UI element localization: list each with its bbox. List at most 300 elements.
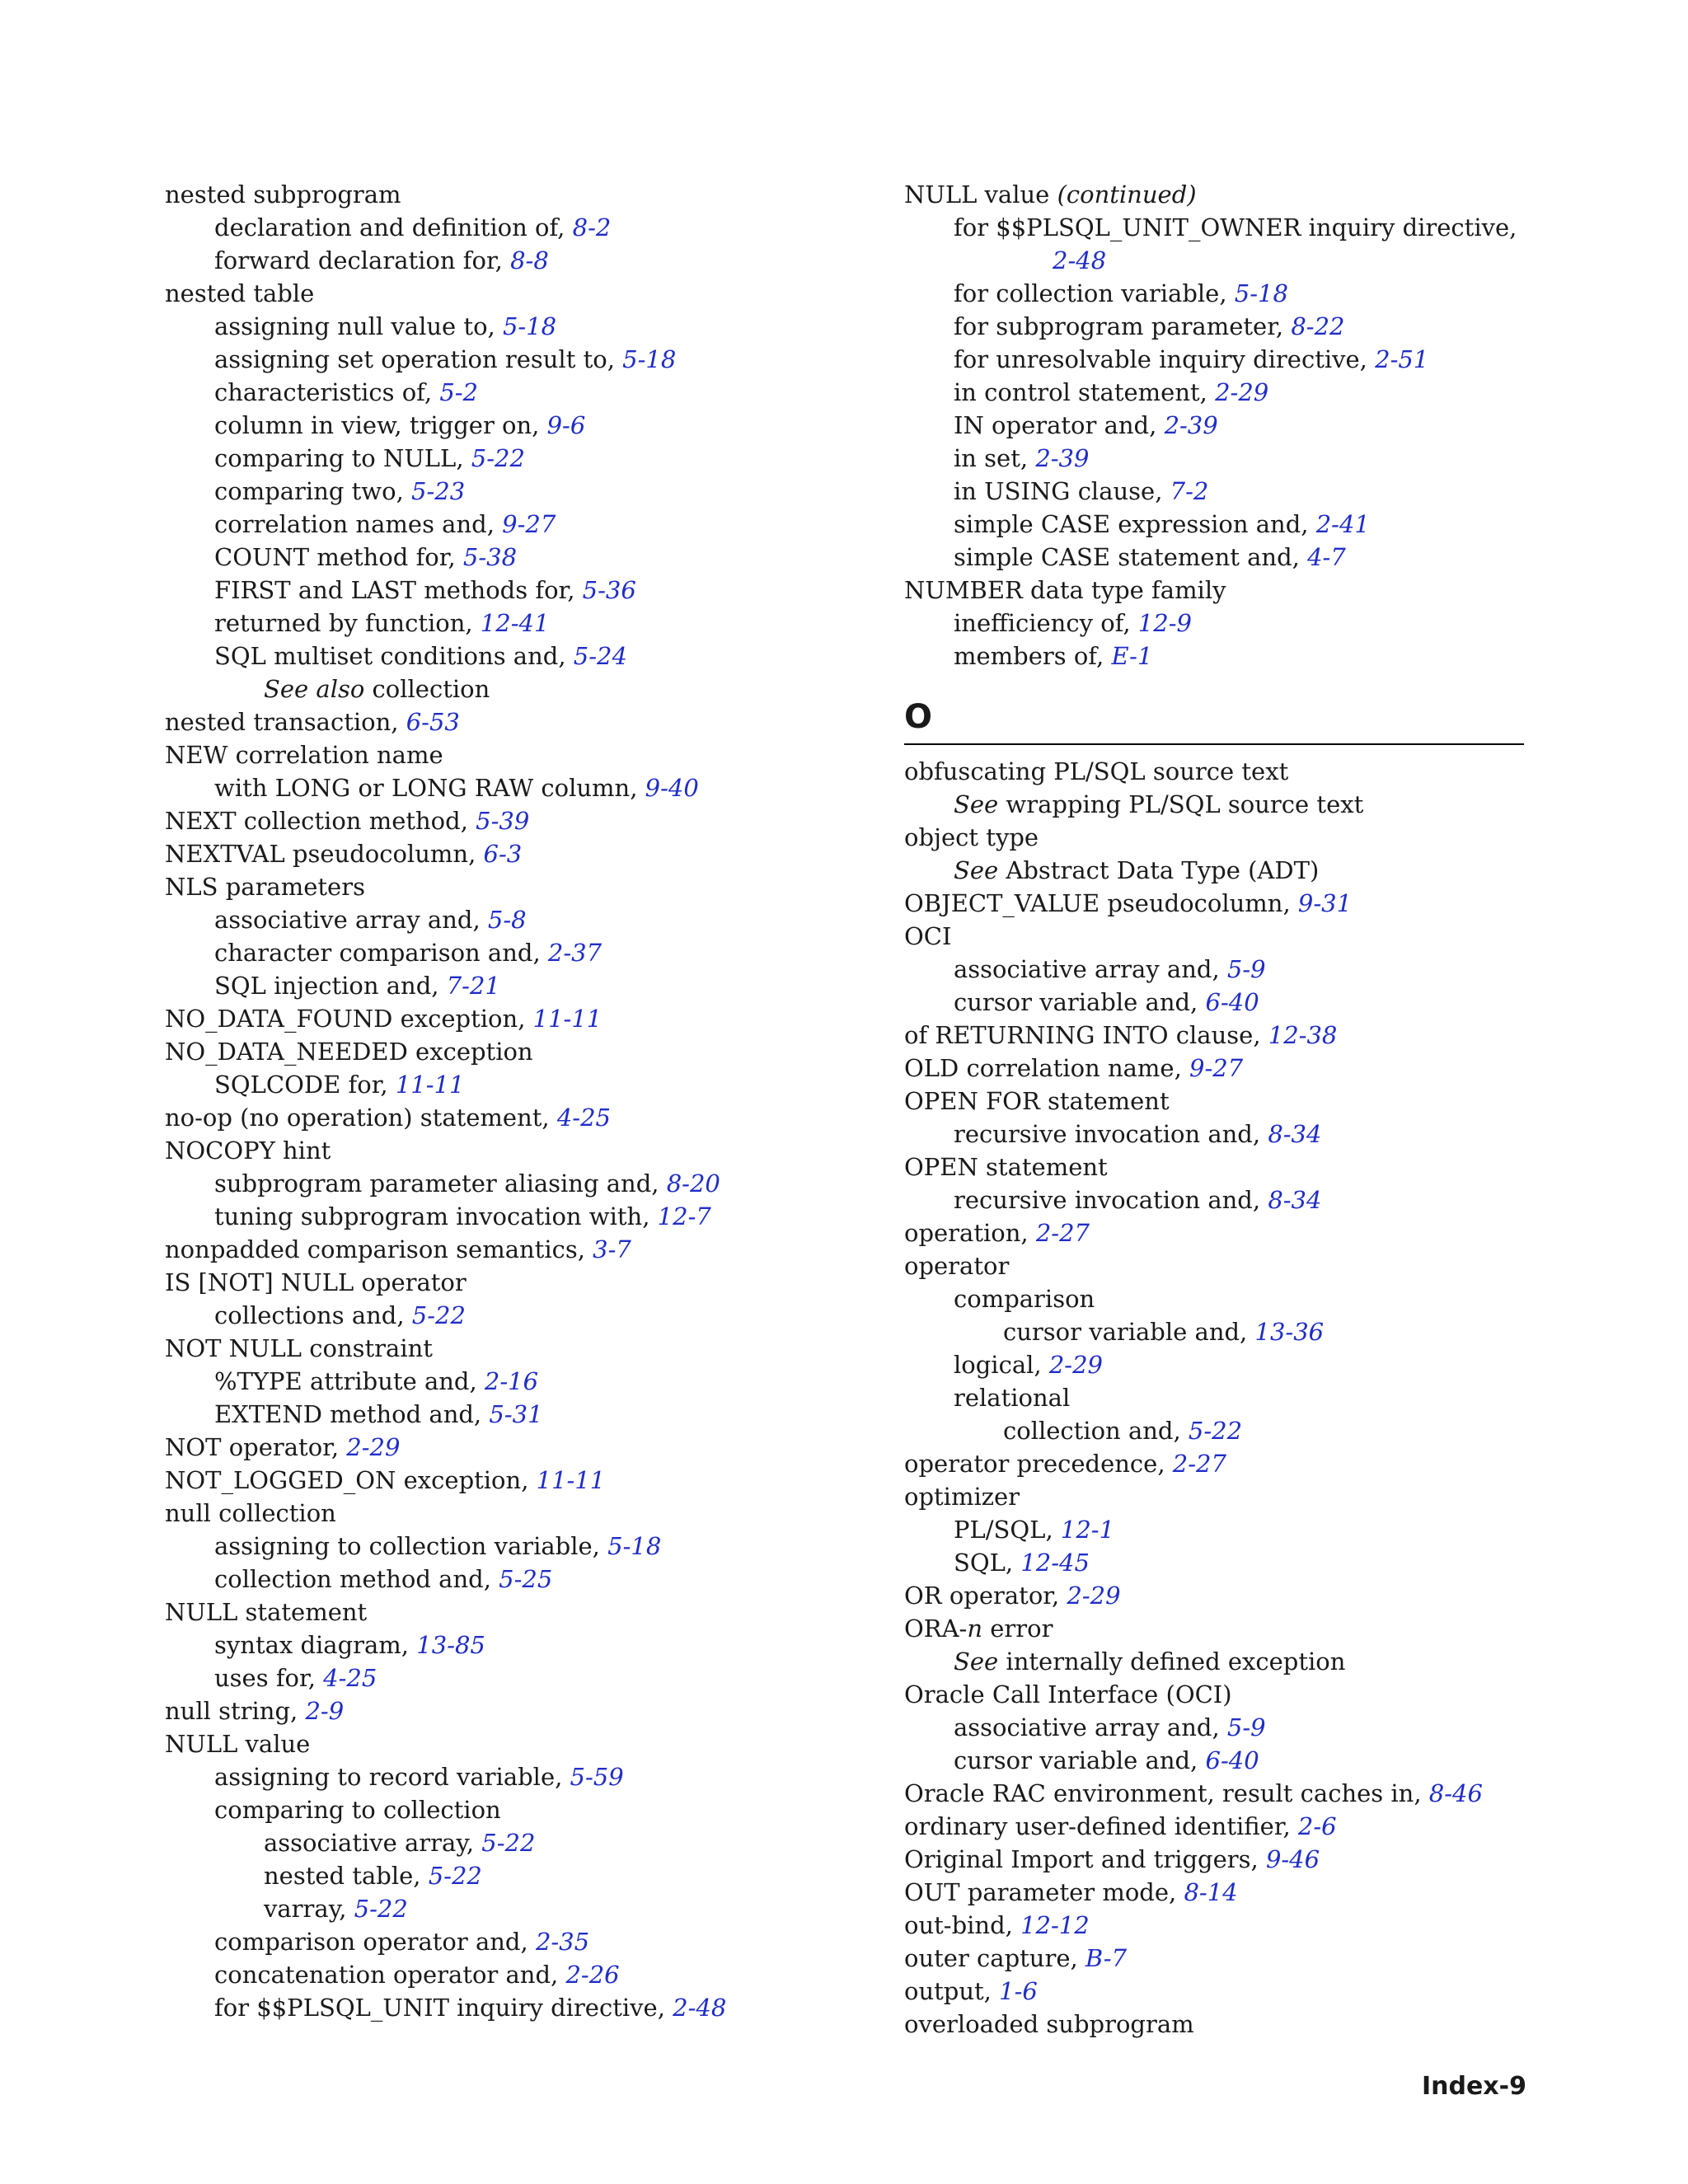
index-entry xyxy=(165,1629,874,1661)
page-reference-link[interactable]: 7-21 xyxy=(446,972,500,1000)
index-term: NEXTVAL pseudocolumn, xyxy=(165,840,484,868)
index-term: SQL injection and, xyxy=(214,972,447,1000)
page-reference-link[interactable]: 13-85 xyxy=(416,1631,485,1659)
page-reference-link[interactable]: 8-34 xyxy=(1268,1120,1322,1148)
index-term: null string, xyxy=(165,1697,306,1725)
page-reference-link[interactable]: 9-31 xyxy=(1297,889,1353,917)
index-entry xyxy=(904,1942,1531,1975)
index-term: comparing two, xyxy=(214,477,412,505)
index-term: OPEN FOR statement xyxy=(904,1087,1170,1115)
index-entry xyxy=(165,1200,874,1233)
page-reference-link[interactable]: 8-2 xyxy=(572,213,612,241)
index-term: cursor variable and, xyxy=(954,1746,1206,1774)
index-entry xyxy=(904,1843,1531,1876)
index-entry xyxy=(165,1596,874,1629)
index-entry xyxy=(904,310,1531,343)
index-term: associative array and, xyxy=(214,906,488,934)
index-term: of RETURNING INTO clause, xyxy=(904,1021,1268,1049)
index-term: varray, xyxy=(264,1895,354,1923)
page-reference-link[interactable]: 6-3 xyxy=(483,840,523,868)
index-term: NO_DATA_NEEDED exception xyxy=(165,1038,533,1066)
page-reference-link[interactable]: 12-45 xyxy=(1020,1549,1090,1577)
index-term: in USING clause, xyxy=(954,477,1170,505)
page-reference-link[interactable]: 5-9 xyxy=(1226,955,1266,983)
see-reference-label: See xyxy=(954,856,999,884)
page-reference-link[interactable]: 5-18 xyxy=(622,345,677,373)
index-term: associative array, xyxy=(264,1829,482,1857)
index-term: logical, xyxy=(954,1351,1049,1379)
page-reference-link[interactable]: 5-22 xyxy=(411,1301,466,1329)
index-term: forward declaration for, xyxy=(214,246,511,274)
index-term: NO_DATA_FOUND exception, xyxy=(165,1005,533,1033)
index-entry xyxy=(165,1398,874,1431)
index-entry xyxy=(165,1793,874,1826)
index-term: comparing to NULL, xyxy=(214,444,471,472)
index-entry xyxy=(904,1315,1531,1348)
index-term: character comparison and, xyxy=(214,939,548,967)
index-entry xyxy=(165,1497,874,1530)
index-term: declaration and definition of, xyxy=(214,213,573,241)
index-term: for subprogram parameter, xyxy=(954,312,1292,340)
index-entry xyxy=(165,673,874,705)
index-entry xyxy=(165,541,874,574)
index-term: Original Import and triggers, xyxy=(904,1845,1266,1873)
index-entry xyxy=(165,1101,874,1134)
index-term: OLD correlation name, xyxy=(904,1054,1190,1082)
index-entry xyxy=(904,953,1531,986)
index-term: recursive invocation and, xyxy=(954,1120,1268,1148)
index-entry xyxy=(904,541,1531,574)
page-reference-link[interactable]: 5-2 xyxy=(439,378,479,406)
page-reference-link[interactable]: 2-26 xyxy=(565,1961,620,1989)
page-reference-link[interactable]: 2-39 xyxy=(1164,411,1218,439)
page-reference-link[interactable]: 12-41 xyxy=(480,609,550,637)
index-entry xyxy=(165,442,874,475)
index-entry xyxy=(904,1282,1531,1315)
page-reference-link[interactable]: 9-27 xyxy=(1189,1054,1244,1082)
index-entry xyxy=(904,1513,1531,1546)
index-term: object type xyxy=(904,823,1039,851)
index-term: nested table xyxy=(165,279,315,307)
page-reference-link[interactable]: 3-7 xyxy=(593,1235,631,1263)
index-term: subprogram parameter aliasing and, xyxy=(214,1169,667,1197)
index-term: %TYPE attribute and, xyxy=(214,1367,485,1395)
page-reference-link[interactable]: 11-11 xyxy=(532,1005,603,1033)
index-term: out-bind, xyxy=(904,1911,1021,1939)
index-entry xyxy=(904,887,1531,920)
page-reference-link[interactable]: 5-22 xyxy=(1188,1417,1243,1445)
page-reference-link[interactable]: 5-23 xyxy=(411,477,466,505)
index-entry xyxy=(165,1365,874,1398)
index-term: NUMBER data type family xyxy=(904,576,1226,604)
index-term: ORA- xyxy=(904,1615,968,1643)
index-term: tuning subprogram invocation with, xyxy=(214,1202,658,1230)
index-term: cursor variable and, xyxy=(954,988,1206,1016)
page-reference-link[interactable]: 8-20 xyxy=(666,1169,720,1197)
index-term: NOCOPY hint xyxy=(165,1137,331,1165)
page-reference-link[interactable]: 13-36 xyxy=(1254,1318,1325,1346)
index-entry xyxy=(165,1266,874,1299)
page-reference-link[interactable]: 9-6 xyxy=(546,411,586,439)
page-reference-link[interactable]: 5-18 xyxy=(607,1532,662,1560)
page-reference-link[interactable]: 2-48 xyxy=(1053,246,1107,274)
page-reference-link[interactable]: 5-36 xyxy=(582,576,636,604)
index-term: comparing to collection xyxy=(214,1796,501,1824)
index-entry xyxy=(904,986,1531,1019)
index-entry xyxy=(904,508,1531,541)
index-group-o xyxy=(904,755,1531,2041)
page-reference-link[interactable]: 5-22 xyxy=(481,1829,536,1857)
page-reference-link[interactable]: 2-6 xyxy=(1297,1812,1337,1840)
index-entry xyxy=(165,870,874,903)
index-entry xyxy=(165,1233,874,1266)
index-entry xyxy=(165,1826,874,1859)
index-entry xyxy=(165,1958,874,1991)
index-term: assigning to collection variable, xyxy=(214,1532,608,1560)
index-term: output, xyxy=(904,1977,1000,2005)
page-reference-link[interactable]: 2-41 xyxy=(1315,510,1370,538)
index-entry xyxy=(165,640,874,673)
page-reference-link[interactable]: 4-25 xyxy=(556,1104,612,1132)
page-reference-link[interactable]: 2-39 xyxy=(1035,444,1090,472)
index-entry xyxy=(165,1068,874,1101)
page-reference-link[interactable]: 12-12 xyxy=(1020,1911,1090,1939)
index-term: NOT_LOGGED_ON exception, xyxy=(165,1466,537,1494)
index-term: SQL, xyxy=(954,1549,1021,1577)
index-entry xyxy=(165,475,874,508)
index-entry xyxy=(904,1019,1531,1052)
index-entry xyxy=(165,1859,874,1892)
section-heading-o: O xyxy=(904,697,1524,745)
page-reference-link[interactable]: 8-8 xyxy=(510,246,549,274)
page-reference-link[interactable]: 5-39 xyxy=(476,807,530,835)
page-reference-link[interactable]: 5-25 xyxy=(499,1565,553,1593)
index-entry xyxy=(165,903,874,936)
index-term: IS [NOT] NULL operator xyxy=(165,1268,467,1296)
index-entry xyxy=(165,1002,874,1035)
index-term: IN operator and, xyxy=(954,411,1165,439)
page-reference-link[interactable]: 2-37 xyxy=(547,939,603,967)
index-term: Abstract Data Type (ADT) xyxy=(998,856,1320,884)
index-entry xyxy=(904,244,1531,277)
page-reference-link[interactable]: 2-29 xyxy=(1067,1582,1121,1610)
index-entry xyxy=(904,343,1531,376)
index-term: nested subprogram xyxy=(165,180,401,209)
index-term: collection and, xyxy=(1003,1417,1189,1445)
index-entry xyxy=(904,1118,1531,1151)
index-term: nested transaction, xyxy=(165,708,406,736)
page-reference-link[interactable]: 1-6 xyxy=(999,1977,1038,2005)
page-reference-link[interactable]: 12-7 xyxy=(657,1202,711,1230)
index-column-right xyxy=(904,178,1531,2041)
index-term: OPEN statement xyxy=(904,1153,1108,1181)
index-entry xyxy=(165,705,874,738)
index-term: NOT operator, xyxy=(165,1433,347,1461)
page-reference-link[interactable]: 4-7 xyxy=(1307,543,1346,571)
index-entry xyxy=(165,1530,874,1563)
index-entry xyxy=(904,1381,1531,1414)
index-entry xyxy=(904,1348,1531,1381)
index-entry xyxy=(904,2008,1531,2041)
index-entry xyxy=(904,1810,1531,1843)
index-entry xyxy=(165,574,874,607)
index-term: outer capture, xyxy=(904,1944,1085,1972)
page-reference-link[interactable]: B-7 xyxy=(1085,1944,1128,1972)
index-term: with LONG or LONG RAW column, xyxy=(214,774,645,802)
index-term: collections and, xyxy=(214,1301,412,1329)
page-reference-link[interactable]: 7-2 xyxy=(1170,477,1209,505)
index-term: EXTEND method and, xyxy=(214,1400,490,1428)
page-reference-link[interactable]: 5-22 xyxy=(428,1862,482,1890)
index-entry xyxy=(904,788,1531,821)
index-term: nonpadded comparison semantics, xyxy=(165,1235,593,1263)
index-term: in set, xyxy=(954,444,1036,472)
index-term: returned by function, xyxy=(214,609,481,637)
index-entry xyxy=(165,1464,874,1497)
index-entry xyxy=(165,1694,874,1727)
page-reference-link[interactable]: 2-35 xyxy=(535,1928,590,1956)
index-term: for unresolvable inquiry directive, xyxy=(954,345,1376,373)
page-reference-link[interactable]: 5-38 xyxy=(462,543,518,571)
index-term: assigning to record variable, xyxy=(214,1763,570,1791)
page-reference-link[interactable]: 2-29 xyxy=(346,1433,401,1461)
see-reference-label: See xyxy=(954,790,999,818)
page-reference-link[interactable]: 6-53 xyxy=(406,708,460,736)
index-term: members of, xyxy=(954,642,1112,670)
index-term: NULL value xyxy=(165,1730,311,1758)
index-term: correlation names and, xyxy=(214,510,503,538)
index-entry xyxy=(904,409,1531,442)
index-entry xyxy=(904,1085,1531,1118)
index-term: OCI xyxy=(904,922,952,950)
page-reference-link[interactable]: 6-40 xyxy=(1205,1746,1259,1774)
index-term: operator precedence, xyxy=(904,1450,1173,1478)
index-term: optimizer xyxy=(904,1483,1020,1511)
index-entry xyxy=(904,376,1531,409)
index-term: for $$PLSQL_UNIT_OWNER inquiry directive, xyxy=(954,213,1517,241)
page-reference-link[interactable]: 2-29 xyxy=(1215,378,1269,406)
index-entry xyxy=(904,178,1531,211)
index-entry xyxy=(165,607,874,640)
index-term: uses for, xyxy=(214,1664,324,1692)
page-reference-link[interactable]: 5-22 xyxy=(471,444,525,472)
index-entry xyxy=(904,640,1531,673)
index-entry xyxy=(165,1991,874,2024)
page-reference-link[interactable]: 9-40 xyxy=(645,774,699,802)
index-entry xyxy=(904,1678,1531,1711)
index-entry xyxy=(904,1909,1531,1942)
page-reference-link[interactable]: E-1 xyxy=(1111,642,1153,670)
index-term: wrapping PL/SQL source text xyxy=(998,790,1364,818)
index-term: relational xyxy=(954,1384,1071,1412)
page-reference-link[interactable]: 5-8 xyxy=(487,906,527,934)
index-entry xyxy=(904,755,1531,788)
index-entry xyxy=(165,1727,874,1760)
index-entry xyxy=(904,1777,1531,1810)
page-reference-link[interactable]: 2-16 xyxy=(484,1367,539,1395)
index-entry xyxy=(904,821,1531,854)
index-entry xyxy=(165,211,874,244)
index-entry xyxy=(904,1876,1531,1909)
index-term: no-op (no operation) statement, xyxy=(165,1104,557,1132)
index-entry xyxy=(165,1661,874,1694)
index-entry xyxy=(904,1645,1531,1678)
index-entry xyxy=(904,1447,1531,1480)
index-entry xyxy=(904,1546,1531,1579)
index-term: associative array and, xyxy=(954,955,1227,983)
index-entry xyxy=(904,1414,1531,1447)
see-reference-label: See also xyxy=(264,675,365,703)
index-term: for collection variable, xyxy=(954,279,1235,307)
index-term: simple CASE expression and, xyxy=(954,510,1316,538)
index-entry xyxy=(165,1892,874,1925)
index-entry xyxy=(165,1299,874,1332)
index-entry xyxy=(904,1975,1531,2008)
page-reference-link[interactable]: 11-11 xyxy=(536,1466,606,1494)
index-term: recursive invocation and, xyxy=(954,1186,1268,1214)
index-entry xyxy=(904,1744,1531,1777)
index-term: Oracle RAC environment, result caches in, xyxy=(904,1779,1429,1807)
index-term: comparison xyxy=(954,1285,1095,1313)
page-reference-link[interactable]: 2-51 xyxy=(1375,345,1429,373)
page-reference-link[interactable]: 5-18 xyxy=(1234,279,1288,307)
index-entry xyxy=(904,1052,1531,1085)
index-entry xyxy=(904,1183,1531,1216)
page-reference-link[interactable]: 5-18 xyxy=(502,312,557,340)
index-entry xyxy=(904,475,1531,508)
index-entry xyxy=(165,277,874,310)
page-reference-link[interactable]: 2-27 xyxy=(1035,1219,1090,1247)
index-term: SQL multiset conditions and, xyxy=(214,642,574,670)
index-term-variable: n xyxy=(967,1615,983,1643)
index-term: inefficiency of, xyxy=(954,609,1138,637)
index-term: operator xyxy=(904,1252,1010,1280)
index-term: NLS parameters xyxy=(165,873,365,901)
page-reference-link[interactable]: 8-46 xyxy=(1428,1779,1483,1807)
index-entry xyxy=(165,1035,874,1068)
index-entry xyxy=(165,409,874,442)
page-reference-link[interactable]: 2-48 xyxy=(673,1994,727,2022)
index-entry xyxy=(165,343,874,376)
index-entry xyxy=(904,1151,1531,1183)
index-entry xyxy=(165,376,874,409)
index-term: comparison operator and, xyxy=(214,1928,536,1956)
index-term: in control statement, xyxy=(954,378,1216,406)
index-entry xyxy=(904,854,1531,887)
index-term: overloaded subprogram xyxy=(904,2010,1194,2038)
index-term: OR operator, xyxy=(904,1582,1067,1610)
page-reference-link[interactable]: 5-31 xyxy=(489,1400,543,1428)
index-term: NULL statement xyxy=(165,1598,368,1626)
index-term: NOT NULL constraint xyxy=(165,1334,433,1362)
page-reference-link[interactable]: 5-9 xyxy=(1226,1713,1266,1741)
index-entry xyxy=(165,1563,874,1596)
index-entry xyxy=(165,771,874,804)
index-term: column in view, trigger on, xyxy=(214,411,547,439)
page-reference-link[interactable]: 12-9 xyxy=(1137,609,1192,637)
index-term: cursor variable and, xyxy=(1003,1318,1255,1346)
index-entry xyxy=(904,1579,1531,1612)
page-reference-link[interactable]: 4-25 xyxy=(323,1664,377,1692)
index-term: COUNT method for, xyxy=(214,543,463,571)
page-reference-link[interactable]: 11-11 xyxy=(395,1071,465,1099)
page-reference-link[interactable]: 12-38 xyxy=(1268,1021,1338,1049)
index-term: syntax diagram, xyxy=(214,1631,417,1659)
index-entry xyxy=(165,738,874,771)
page-reference-link[interactable]: 9-46 xyxy=(1265,1845,1320,1873)
index-entry xyxy=(165,310,874,343)
page-reference-link[interactable]: 2-27 xyxy=(1172,1450,1226,1478)
index-entry xyxy=(165,837,874,870)
index-term: OUT parameter mode, xyxy=(904,1878,1184,1906)
page-reference-link[interactable]: 12-1 xyxy=(1060,1516,1115,1544)
index-entry xyxy=(165,1431,874,1464)
index-term: concatenation operator and, xyxy=(214,1961,566,1989)
index-term: for $$PLSQL_UNIT inquiry directive, xyxy=(214,1994,673,2022)
page-reference-link[interactable]: 2-9 xyxy=(305,1697,345,1725)
index-term: SQLCODE for, xyxy=(214,1071,396,1099)
index-term: collection method and, xyxy=(214,1565,499,1593)
index-term: nested table, xyxy=(264,1862,429,1890)
page-reference-link[interactable]: 5-24 xyxy=(573,642,627,670)
page-reference-link[interactable]: 8-22 xyxy=(1291,312,1345,340)
index-term: collection xyxy=(364,675,490,703)
index-entry xyxy=(165,508,874,541)
index-entry xyxy=(904,574,1531,607)
page-reference-link[interactable]: 5-59 xyxy=(570,1763,624,1791)
index-term: NEW correlation name xyxy=(165,741,443,769)
index-term: obfuscating PL/SQL source text xyxy=(904,757,1289,785)
index-term-suffix: error xyxy=(982,1615,1053,1643)
index-term: NEXT collection method, xyxy=(165,807,476,835)
index-term: PL/SQL, xyxy=(954,1516,1061,1544)
index-entry xyxy=(904,1249,1531,1282)
index-term: Oracle Call Interface (OCI) xyxy=(904,1680,1232,1708)
index-term: OBJECT_VALUE pseudocolumn, xyxy=(904,889,1298,917)
index-entry xyxy=(165,1925,874,1958)
index-entry xyxy=(904,442,1531,475)
index-term: characteristics of, xyxy=(214,378,440,406)
page-number: Index-9 xyxy=(1421,2072,1526,2101)
page-reference-link[interactable]: 8-14 xyxy=(1184,1878,1238,1906)
index-entry xyxy=(165,244,874,277)
index-term: associative array and, xyxy=(954,1713,1227,1741)
index-term: FIRST and LAST methods for, xyxy=(214,576,583,604)
index-entry xyxy=(165,1167,874,1200)
index-entry xyxy=(165,936,874,969)
page-reference-link[interactable]: 9-27 xyxy=(502,510,556,538)
index-entry xyxy=(165,969,874,1002)
index-entry xyxy=(904,1711,1531,1744)
index-term: NULL value xyxy=(904,180,1057,209)
index-term: internally defined exception xyxy=(998,1647,1346,1675)
page-reference-link[interactable]: 6-40 xyxy=(1205,988,1259,1016)
page-reference-link[interactable]: 5-22 xyxy=(354,1895,408,1923)
page-reference-link[interactable]: 2-29 xyxy=(1048,1351,1103,1379)
index-term: assigning set operation result to, xyxy=(214,345,623,373)
index-entry xyxy=(904,277,1531,310)
index-entry xyxy=(904,920,1531,953)
index-entry xyxy=(165,178,874,211)
index-entry xyxy=(904,211,1531,244)
page-reference-link[interactable]: 8-34 xyxy=(1268,1186,1322,1214)
see-reference-label: See xyxy=(954,1647,999,1675)
continued-label: (continued) xyxy=(1057,180,1197,209)
index-term: simple CASE statement and, xyxy=(954,543,1308,571)
index-entry xyxy=(165,1332,874,1365)
index-term: operation, xyxy=(904,1219,1036,1247)
index-term: null collection xyxy=(165,1499,336,1527)
